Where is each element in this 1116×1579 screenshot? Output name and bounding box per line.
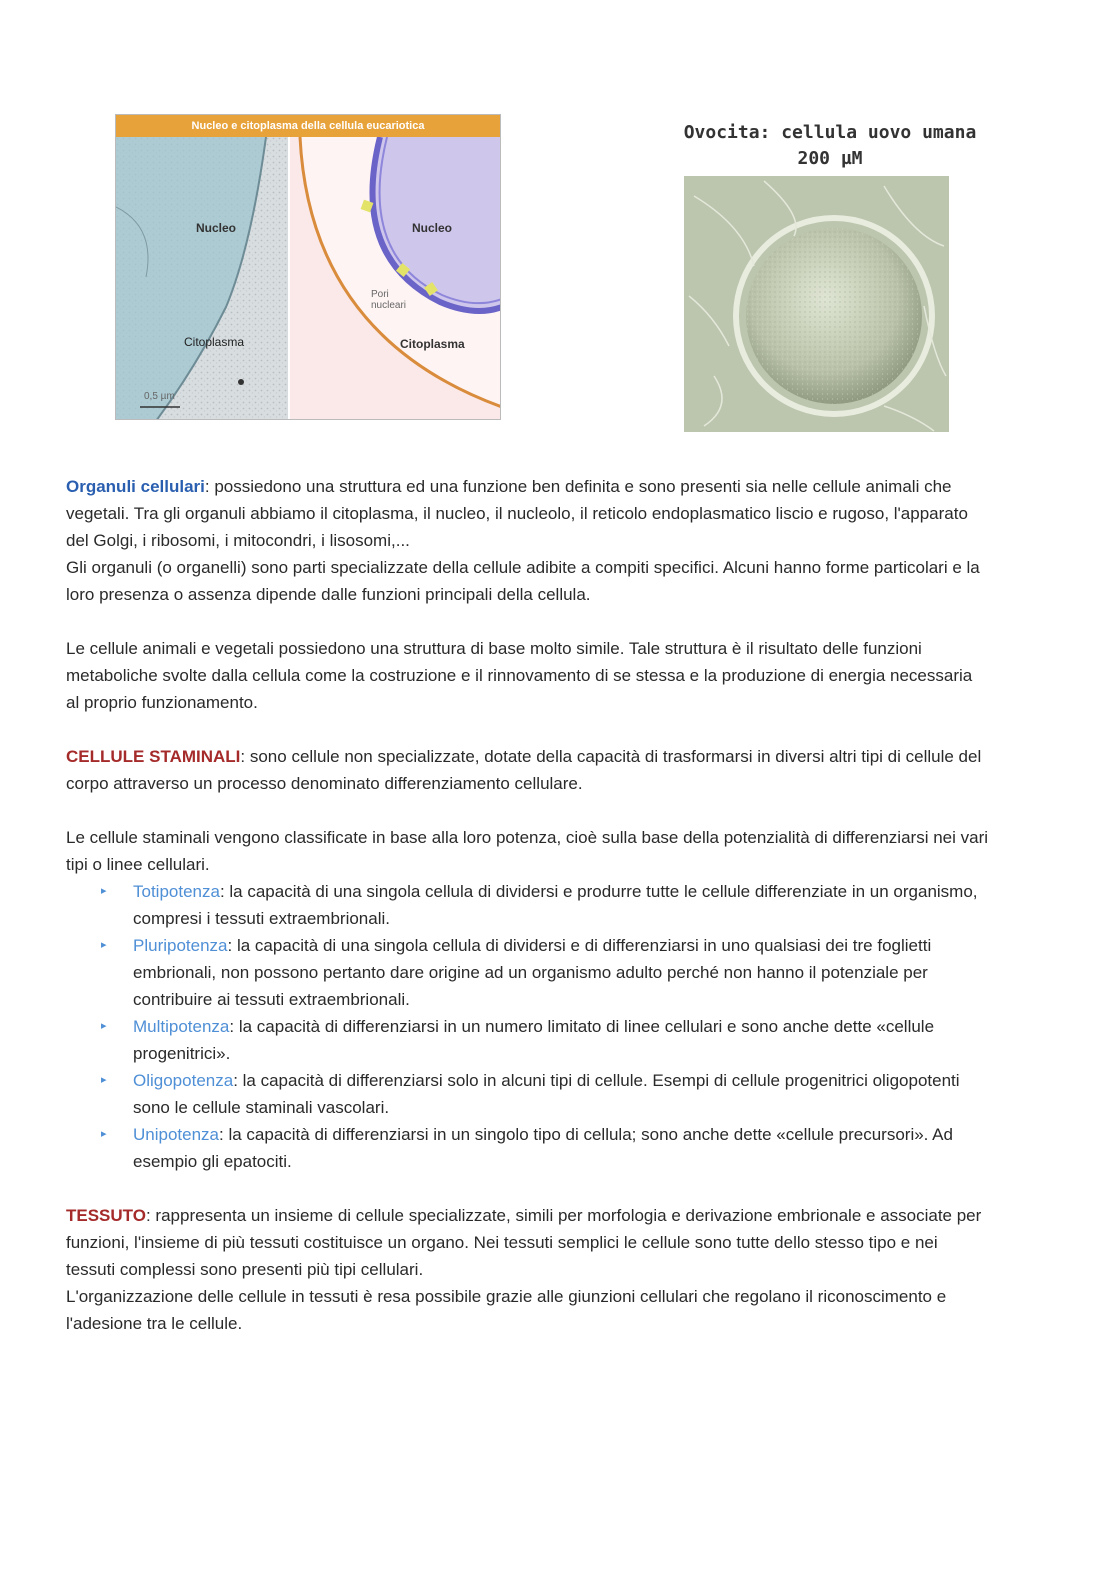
term-multipotenza: Multipotenza bbox=[133, 1017, 230, 1036]
organuli-text: : possiedono una struttura ed una funzione ben definita e sono presenti sia nelle cellule animali che vegetali. Tra gli organuli abbiamo il citoplasma, il nucleo, il nucleolo, il reticolo endoplasmatico liscio e rugoso, l'apparato del Golgi, i ribosomi, i mitocondri, i lisosomi,... bbox=[66, 477, 968, 550]
micrograph-illustration bbox=[116, 137, 290, 420]
triangle-bullet-icon: ▸ bbox=[101, 885, 107, 897]
triangle-bullet-icon: ▸ bbox=[101, 1074, 107, 1086]
list-item-unipotenza bbox=[66, 1121, 988, 1175]
paragraph-organuli bbox=[66, 473, 988, 608]
oocyte-image bbox=[684, 176, 949, 432]
unipotenza-text: : la capacità di differenziarsi in un singolo tipo di cellula; sono anche dette «cellule precursori». Ad esempio gli epatociti. bbox=[133, 1125, 953, 1171]
term-oligopotenza: Oligopotenza bbox=[133, 1071, 234, 1090]
paragraph-tessuto bbox=[66, 1202, 988, 1337]
oocyte-illustration bbox=[684, 176, 949, 432]
label-pori-line2: nucleari bbox=[371, 300, 407, 311]
list-item-totipotenza bbox=[66, 878, 988, 932]
tessuto-text2: L'organizzazione delle cellule in tessuti è resa possibile grazie alle giunzioni cellulari che regolano il riconoscimento e l'adesione tra le cellule. bbox=[66, 1287, 947, 1333]
list-item-oligopotenza bbox=[66, 1067, 988, 1121]
triangle-bullet-icon: ▸ bbox=[101, 1128, 107, 1140]
pluripotenza-text: : la capacità di una singola cellula di dividersi e di differenziarsi in uno qualsiasi dei tre foglietti embrionali, non possono pertanto dare origine ad un organismo adulto perché non hanno il potenziale per contribuire ai tessuti extraembrionali. bbox=[133, 936, 932, 1009]
tessuto-text: : rappresenta un insieme di cellule specializzate, simili per morfologia e derivazione embrionale e associate per funzioni, l'insieme di più tessuti costituisce un organo. Nei tessuti semplici le cellule sono tutte dello stesso tipo e nei tessuti complessi sono presenti più tipi cellulari. bbox=[66, 1206, 982, 1279]
term-organuli: Organuli cellulari bbox=[66, 477, 205, 496]
term-tessuto: TESSUTO bbox=[66, 1206, 146, 1225]
label-nucleo-photo: Nucleo bbox=[196, 221, 237, 235]
list-item-pluripotenza bbox=[66, 932, 988, 1013]
totipotenza-text: : la capacità di una singola cellula di dividersi e produrre tutte le cellule differenziate in un organismo, compresi i tessuti extraembrionali. bbox=[133, 882, 978, 928]
potency-list bbox=[66, 878, 988, 1175]
list-item-multipotenza bbox=[66, 1013, 988, 1067]
label-pori-line1: Pori bbox=[371, 289, 389, 300]
oocyte-caption-line1: Ovocita: cellula uovo umana bbox=[683, 122, 977, 143]
triangle-bullet-icon: ▸ bbox=[101, 1020, 107, 1032]
oocyte-caption-line2: 200 µM bbox=[797, 148, 863, 169]
scale-bar-label: 0,5 µm bbox=[144, 391, 175, 402]
diagram-panel bbox=[290, 137, 501, 420]
paragraph-staminali bbox=[66, 743, 988, 797]
nucleus-diagram bbox=[290, 137, 501, 420]
multipotenza-text: : la capacità di differenziarsi in un numero limitato di linee cellulari e sono anche dette «cellule progenitrici». bbox=[133, 1017, 935, 1063]
main-text bbox=[66, 473, 988, 1364]
organuli-text2: Gli organuli (o organelli) sono parti specializzate della cellule adibite a compiti specifici. Alcuni hanno forme particolari e la loro presenza o assenza dipende dalle funzioni principali della cellula. bbox=[66, 558, 980, 604]
oligopotenza-text: : la capacità di differenziarsi solo in alcuni tipi di cellule. Esempi di cellule progenitrici oligopotenti sono le cellule staminali vascolari. bbox=[133, 1071, 960, 1117]
oocyte-caption bbox=[660, 120, 1000, 172]
term-unipotenza: Unipotenza bbox=[133, 1125, 220, 1144]
term-staminali: CELLULE STAMINALI bbox=[66, 747, 241, 766]
term-totipotenza: Totipotenza bbox=[133, 882, 220, 901]
figure-nucleus-cytoplasm bbox=[115, 114, 501, 420]
staminali-text: : sono cellule non specializzate, dotate della capacità di trasformarsi in diversi altri tipi di cellule del corpo attraverso un processo denominato differenziamento cellulare. bbox=[66, 747, 982, 793]
label-citoplasma-diagram: Citoplasma bbox=[400, 337, 465, 351]
label-nucleo-diagram: Nucleo bbox=[412, 221, 453, 235]
paragraph-struttura: Le cellule animali e vegetali possiedono una struttura di base molto simile. Tale struttura è il risultato delle funzioni metaboliche svolte dalla cellula come la costruzione e il rinnovamento di se stessa e la produzione di energia necessaria al proprio funzionamento. bbox=[66, 639, 973, 712]
figure-title: Nucleo e citoplasma della cellula eucariotica bbox=[116, 115, 500, 137]
term-pluripotenza: Pluripotenza bbox=[133, 936, 228, 955]
micrograph-panel bbox=[116, 137, 290, 420]
paragraph-classificazione: Le cellule staminali vengono classificate in base alla loro potenza, cioè sulla base della potenzialità di differenziarsi nei vari tipi o linee cellulari. bbox=[66, 828, 989, 874]
label-citoplasma-photo: Citoplasma bbox=[184, 335, 245, 349]
triangle-bullet-icon: ▸ bbox=[101, 939, 107, 951]
